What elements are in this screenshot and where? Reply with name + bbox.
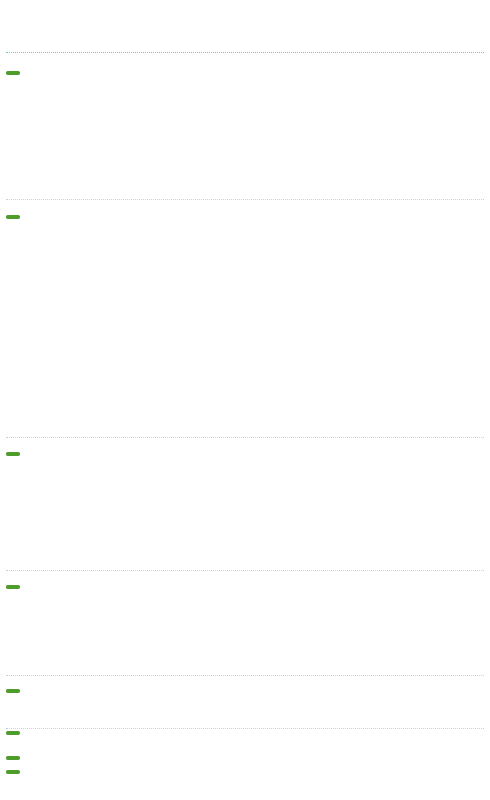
donor-list xyxy=(6,64,484,182)
section-domestic-mission xyxy=(6,441,484,569)
donor-list xyxy=(6,208,484,426)
section-unreached-mission xyxy=(6,756,484,768)
section-thousand-offering xyxy=(6,678,484,728)
section-label xyxy=(6,585,20,589)
donor-list xyxy=(6,682,484,719)
section-pastoral-office xyxy=(6,770,484,784)
section-label xyxy=(6,731,20,735)
page-header xyxy=(0,0,490,52)
header-divider xyxy=(6,52,484,53)
section-tithe xyxy=(6,60,484,198)
section-divider xyxy=(6,199,484,200)
section-thanks xyxy=(6,204,484,436)
section-divider xyxy=(6,437,484,438)
section-label xyxy=(6,689,20,693)
section-label xyxy=(6,215,20,219)
section-label xyxy=(6,71,20,75)
section-overseas-mission xyxy=(6,574,484,674)
donor-list xyxy=(6,578,484,664)
section-divider xyxy=(6,570,484,571)
section-nk-mission xyxy=(6,731,484,753)
section-label xyxy=(6,756,20,760)
donor-list xyxy=(6,445,484,557)
section-divider xyxy=(6,675,484,676)
section-divider xyxy=(6,728,484,729)
section-label xyxy=(6,770,20,774)
section-label xyxy=(6,452,20,456)
